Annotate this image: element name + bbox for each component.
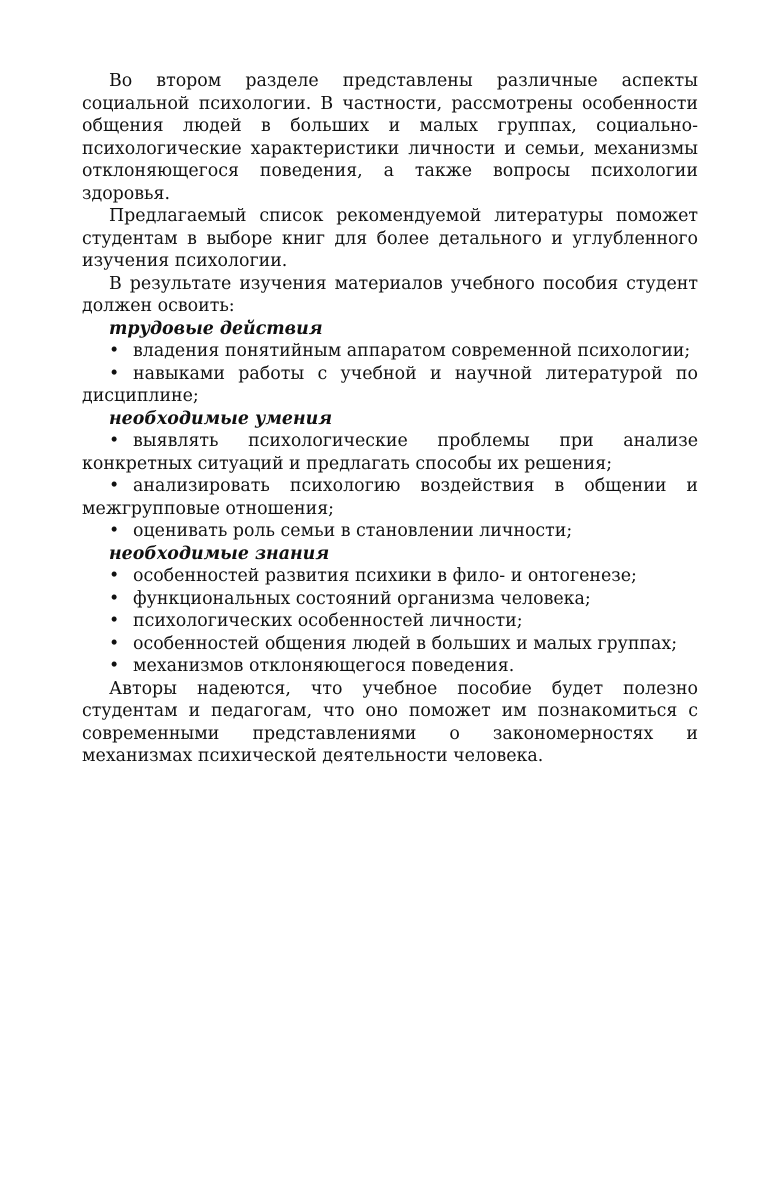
page-body xyxy=(82,70,698,768)
list-item-text: механизмов отклоняющегося поведения. xyxy=(133,656,515,676)
list-item-text: особенностей общения людей в больших и малых группах; xyxy=(133,633,678,654)
bullet-icon: • xyxy=(109,633,120,654)
section-heading: трудовые действия xyxy=(109,318,323,339)
section-heading: необходимые знания xyxy=(109,543,330,564)
bullet-icon: • xyxy=(109,476,120,496)
list-item xyxy=(82,588,698,611)
bullet-icon: • xyxy=(109,521,120,541)
list-item xyxy=(82,520,698,543)
list-item xyxy=(82,475,698,520)
bullet-icon: • xyxy=(109,431,120,451)
list-item-text: выявлять психологические проблемы при анализе конкретных ситуаций и предлагать способы их решения; xyxy=(82,431,698,474)
bullet-icon: • xyxy=(109,656,120,676)
list-item xyxy=(82,610,698,633)
list-item-text: навыками работы с учебной и научной литературой по дисциплине; xyxy=(82,363,698,406)
bullet-icon: • xyxy=(109,611,120,631)
closing-paragraph: Авторы надеются, что учебное пособие будет полезно студентам и педагогам, что оно поможет им познакомиться с современными представлениями о закономерностях и механизмах психической деятельности человека. xyxy=(82,678,698,766)
list-item-text: владения понятийным аппаратом современной психологии; xyxy=(133,341,691,361)
list-item xyxy=(82,565,698,588)
section-required-skills xyxy=(82,408,698,543)
list-item xyxy=(82,633,698,656)
intro-paragraph-social-psychology: Во втором разделе представлены различные аспекты социальной психологии. В частности, рассмотрены особенности общения людей в больших и малых группах, социально-психологические характеристики личности и семьи, механизмы отклоняющегося поведения, а также вопросы психологии здоровья. xyxy=(82,71,698,204)
intro-paragraph-literature: Предлагаемый список рекомендуемой литературы поможет студентам в выборе книг для более детального и углубленного изучения психологии. xyxy=(82,206,698,271)
list-item-text: оценивать роль семьи в становлении личности; xyxy=(133,521,573,541)
bullet-icon: • xyxy=(109,341,120,361)
list-item xyxy=(82,363,698,408)
list-item-text: особенностей развития психики в фило- и онтогенезе; xyxy=(133,566,637,586)
list-item-text: функциональных состояний организма человека; xyxy=(133,588,591,609)
list-item xyxy=(82,430,698,475)
list-item-text: анализировать психологию воздействия в общении и межгрупповые отношения; xyxy=(82,476,698,519)
list-item xyxy=(82,340,698,363)
list-item xyxy=(82,655,698,678)
list-item-text: психологических особенностей личности; xyxy=(133,611,523,631)
section-labor-actions xyxy=(82,318,698,408)
bullet-icon: • xyxy=(109,566,120,586)
intro-paragraph-outcomes: В результате изучения материалов учебного пособия студент должен освоить: xyxy=(82,273,698,316)
bullet-icon: • xyxy=(109,363,120,384)
section-required-knowledge xyxy=(82,543,698,678)
section-heading: необходимые умения xyxy=(109,408,333,429)
bullet-icon: • xyxy=(109,588,120,609)
